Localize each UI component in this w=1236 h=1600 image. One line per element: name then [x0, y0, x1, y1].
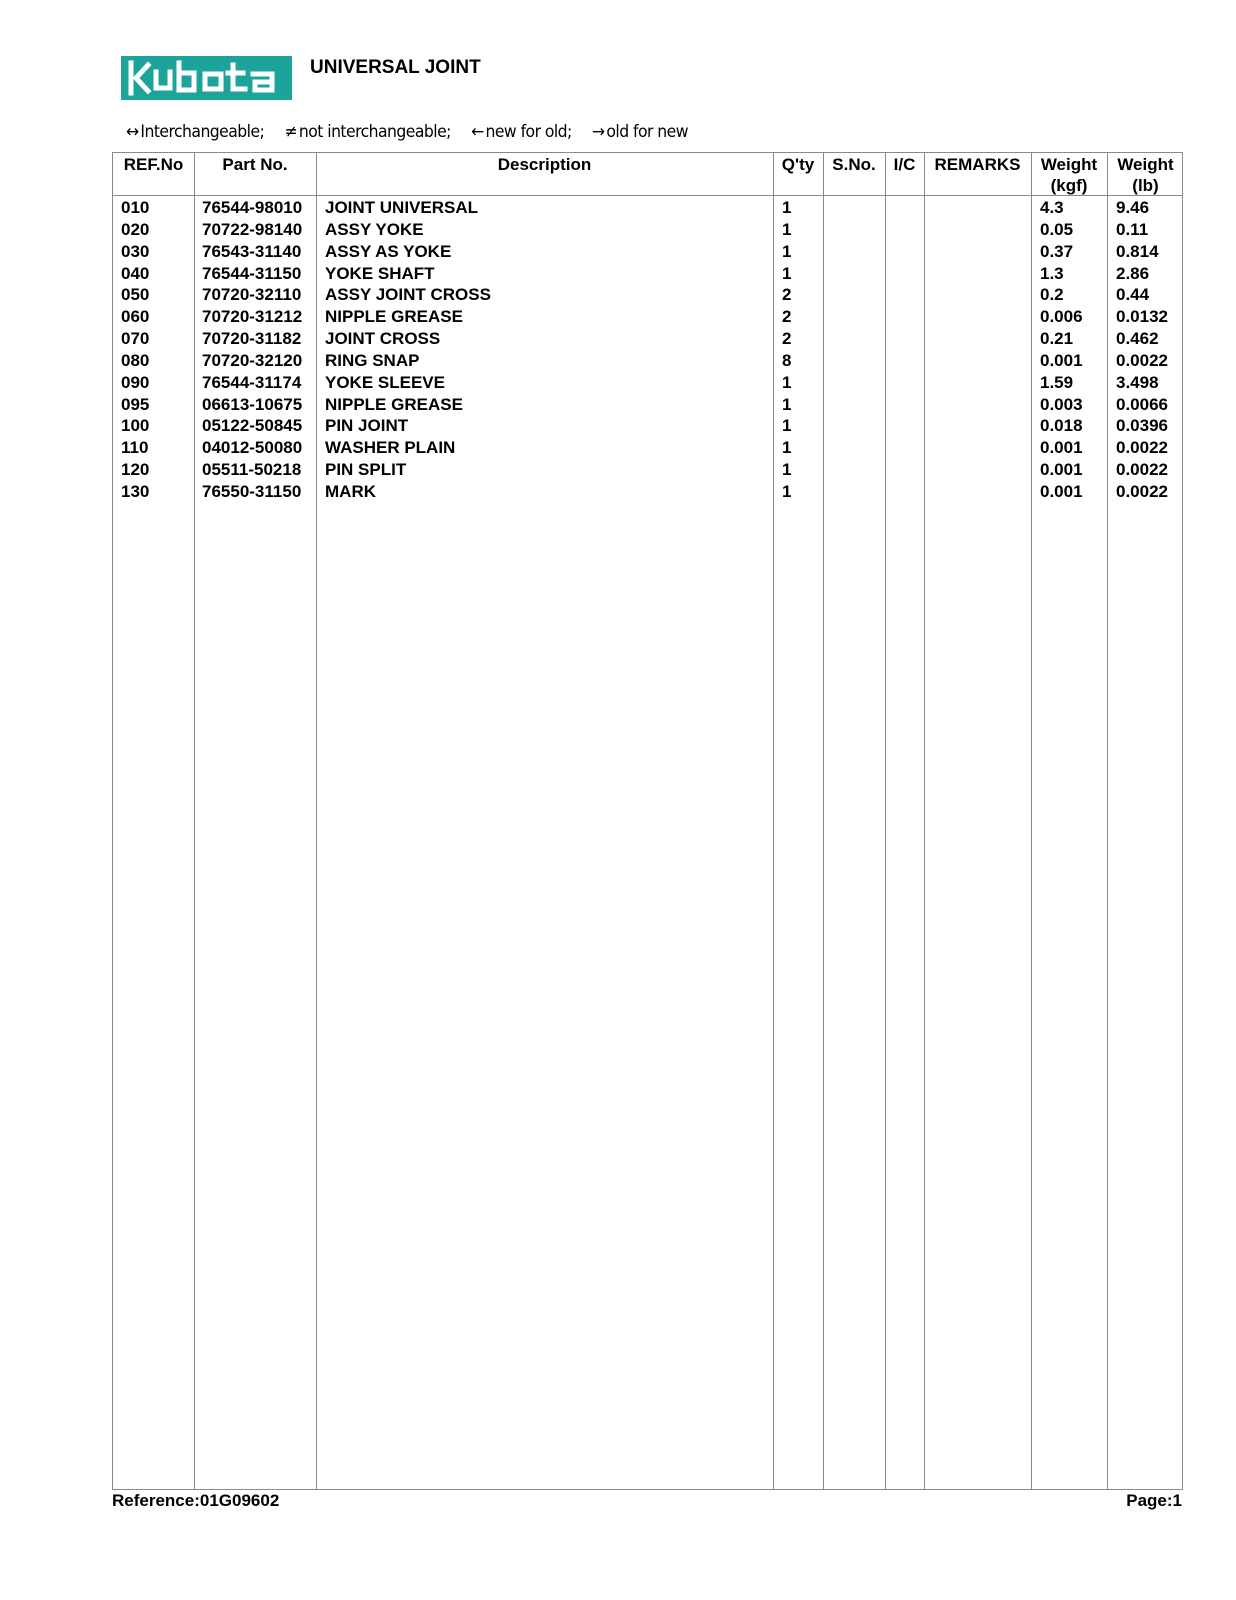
- cell-description: JOINT CROSS: [325, 329, 441, 349]
- cell-weight-kgf: 0.001: [1040, 460, 1083, 480]
- header-ref-no: REF.No: [123, 155, 184, 174]
- cell-quantity: 1: [782, 198, 792, 217]
- cell-ref-no: 095: [121, 394, 150, 414]
- cell-weight-kgf: 1.3: [1040, 263, 1064, 283]
- header-divider: [113, 195, 1182, 196]
- cell-ref-no: 050: [121, 285, 150, 305]
- cell-weight-lb: 2.86: [1116, 263, 1150, 283]
- right-arrow-icon: →: [592, 122, 605, 142]
- cell-weight-kgf: 0.001: [1040, 481, 1083, 501]
- cell-weight-kgf: 0.2: [1040, 285, 1064, 305]
- header-quantity: Q'ty: [781, 155, 815, 174]
- header-serial-no: S.No.: [832, 155, 876, 174]
- table-row: [113, 219, 1182, 241]
- cell-ref-no: 120: [121, 460, 150, 480]
- table-row: [113, 263, 1182, 285]
- legend: [126, 122, 708, 142]
- header-weight-lb-line2: (lb): [1132, 176, 1159, 195]
- table-row: [113, 372, 1182, 394]
- cell-description: NIPPLE GREASE: [325, 307, 463, 327]
- cell-ref-no: 040: [121, 263, 150, 283]
- cell-ref-no: 080: [121, 350, 150, 370]
- table-row: [113, 241, 1182, 263]
- cell-weight-kgf: 0.006: [1040, 307, 1083, 327]
- cell-description: YOKE SLEEVE: [325, 372, 445, 392]
- cell-weight-lb: 0.0022: [1116, 481, 1168, 501]
- legend-item-interchangeable: [126, 122, 264, 142]
- cell-weight-kgf: 0.001: [1040, 438, 1083, 458]
- header-weight-kgf: [1031, 153, 1107, 196]
- cell-weight-lb: 0.0022: [1116, 438, 1168, 458]
- cell-part-no: 04012-50080: [202, 438, 303, 458]
- cell-quantity: 1: [782, 263, 792, 283]
- cell-description: MARK: [325, 481, 376, 501]
- cell-weight-kgf: 0.018: [1040, 416, 1083, 436]
- legend-item-not-interchangeable: [284, 122, 450, 142]
- reference-number: Reference:01G09602: [112, 1491, 280, 1510]
- cell-description: RING SNAP: [325, 350, 420, 370]
- cell-ref-no: 030: [121, 241, 150, 261]
- cell-part-no: 70720-31182: [202, 329, 302, 349]
- cell-weight-lb: 9.46: [1116, 198, 1150, 217]
- cell-ref-no: 020: [121, 219, 150, 239]
- cell-quantity: 2: [782, 307, 792, 327]
- header-weight-lb-line1: Weight: [1117, 155, 1174, 174]
- cell-weight-lb: 0.0396: [1116, 416, 1168, 436]
- cell-weight-lb: 0.44: [1116, 285, 1150, 305]
- header-part-no: Part No.: [222, 155, 288, 174]
- table-row: [113, 306, 1182, 328]
- header-weight-kgf-line2: (kgf): [1050, 176, 1088, 195]
- table-row: [113, 197, 1182, 219]
- cell-description: NIPPLE GREASE: [325, 394, 463, 414]
- kubota-logo-mark: [121, 56, 292, 100]
- cell-weight-lb: 0.0022: [1116, 350, 1168, 370]
- cell-part-no: 05511-50218: [202, 460, 302, 480]
- table-row: [113, 284, 1182, 306]
- cell-part-no: 76544-31174: [202, 372, 302, 392]
- cell-quantity: 1: [782, 438, 792, 458]
- table-row: [113, 459, 1182, 481]
- left-arrow-icon: ←: [471, 122, 484, 142]
- cell-weight-lb: 0.0132: [1116, 307, 1168, 327]
- cell-quantity: 2: [782, 285, 792, 305]
- table-row: [113, 437, 1182, 459]
- cell-part-no: 70722-98140: [202, 219, 303, 239]
- cell-weight-kgf: 1.59: [1040, 372, 1074, 392]
- cell-description: ASSY JOINT CROSS: [325, 285, 491, 305]
- cell-quantity: 1: [782, 394, 792, 414]
- cell-weight-lb: 0.0066: [1116, 394, 1168, 414]
- legend-item-new-for-old: [471, 122, 572, 142]
- table-row: [113, 481, 1182, 503]
- table-body: [113, 197, 1182, 503]
- page-number: Page:1: [1126, 1491, 1182, 1510]
- table-row: [113, 394, 1182, 416]
- cell-quantity: 1: [782, 481, 792, 501]
- cell-description: YOKE SHAFT: [325, 263, 435, 283]
- cell-part-no: 76544-98010: [202, 198, 303, 217]
- header-weight-lb: [1107, 153, 1184, 196]
- cell-weight-kgf: 4.3: [1040, 198, 1064, 217]
- cell-ref-no: 090: [121, 372, 150, 392]
- header-weight-kgf-line1: Weight: [1040, 155, 1098, 174]
- page-title: UNIVERSAL JOINT: [310, 57, 481, 78]
- cell-weight-lb: 0.0022: [1116, 460, 1168, 480]
- cell-ref-no: 060: [121, 307, 150, 327]
- cell-description: WASHER PLAIN: [325, 438, 456, 458]
- cell-description: ASSY YOKE: [325, 219, 424, 239]
- legend-label: not interchangeable;: [298, 122, 451, 142]
- header-remarks: REMARKS: [934, 155, 1021, 174]
- legend-label: new for old;: [485, 122, 572, 142]
- header-ic: I/C: [893, 155, 916, 174]
- cell-part-no: 05122-50845: [202, 416, 303, 436]
- cell-description: JOINT UNIVERSAL: [325, 198, 479, 217]
- cell-weight-lb: 0.462: [1116, 329, 1159, 349]
- not-equal-icon: ≠: [284, 122, 298, 142]
- cell-part-no: 06613-10675: [202, 394, 303, 414]
- header-description: Description: [497, 155, 592, 174]
- cell-part-no: 76544-31150: [202, 263, 302, 283]
- cell-description: PIN JOINT: [325, 416, 409, 436]
- cell-ref-no: 070: [121, 329, 150, 349]
- table-row: [113, 328, 1182, 350]
- cell-description: PIN SPLIT: [325, 460, 407, 480]
- cell-part-no: 70720-31212: [202, 307, 303, 327]
- cell-weight-kgf: 0.21: [1040, 329, 1074, 349]
- cell-part-no: 70720-32110: [202, 285, 302, 305]
- legend-label: old for new: [606, 122, 688, 142]
- cell-description: ASSY AS YOKE: [325, 241, 452, 261]
- cell-part-no: 76543-31140: [202, 241, 302, 261]
- cell-ref-no: 100: [121, 416, 150, 436]
- cell-quantity: 2: [782, 329, 792, 349]
- cell-quantity: 8: [782, 350, 792, 370]
- bidirectional-arrow-icon: ↔: [126, 122, 139, 142]
- kubota-logo: [121, 56, 292, 100]
- legend-label: Interchangeable;: [140, 122, 265, 142]
- cell-part-no: 70720-32120: [202, 350, 303, 370]
- parts-table: [112, 152, 1183, 1490]
- cell-quantity: 1: [782, 416, 792, 436]
- table-row: [113, 350, 1182, 372]
- table-row: [113, 415, 1182, 437]
- cell-weight-lb: 0.11: [1116, 219, 1149, 239]
- cell-weight-kgf: 0.37: [1040, 241, 1074, 261]
- cell-ref-no: 130: [121, 481, 150, 501]
- cell-weight-kgf: 0.003: [1040, 394, 1083, 414]
- cell-quantity: 1: [782, 241, 792, 261]
- legend-item-old-for-new: [592, 122, 688, 142]
- cell-quantity: 1: [782, 460, 792, 480]
- cell-weight-lb: 3.498: [1116, 372, 1159, 392]
- cell-weight-kgf: 0.05: [1040, 219, 1074, 239]
- cell-quantity: 1: [782, 372, 792, 392]
- cell-ref-no: 110: [121, 438, 149, 458]
- cell-weight-lb: 0.814: [1116, 241, 1159, 261]
- cell-ref-no: 010: [121, 198, 150, 217]
- cell-quantity: 1: [782, 219, 792, 239]
- cell-weight-kgf: 0.001: [1040, 350, 1083, 370]
- cell-part-no: 76550-31150: [202, 481, 302, 501]
